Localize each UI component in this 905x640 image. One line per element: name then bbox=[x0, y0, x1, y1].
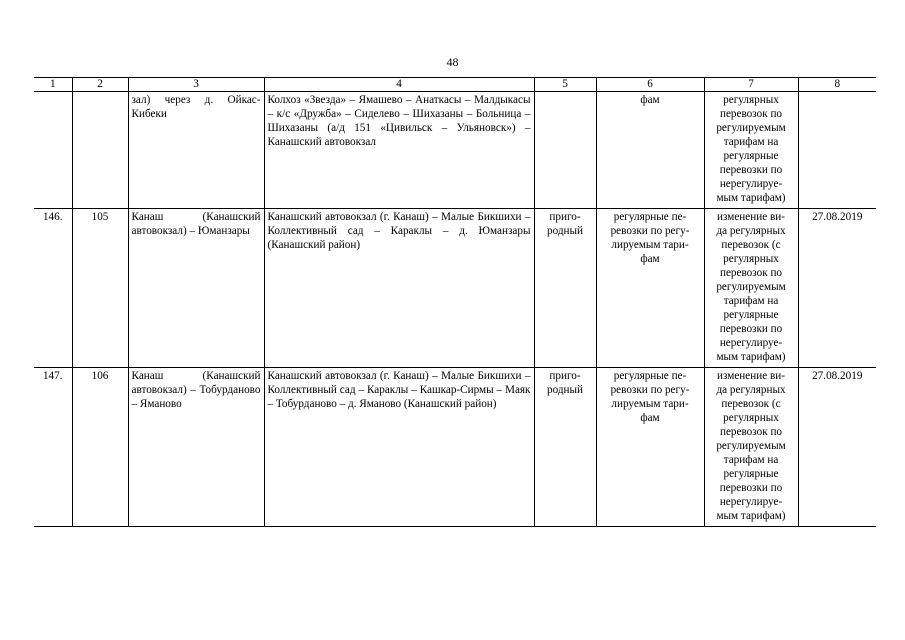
column-header: 8 bbox=[798, 78, 876, 92]
table-row bbox=[34, 368, 876, 527]
route-name: зал) через д. Ойкас-Кибеки bbox=[128, 92, 264, 209]
column-header: 6 bbox=[596, 78, 704, 92]
column-header: 5 bbox=[534, 78, 596, 92]
change-date: 27.08.2019 bbox=[798, 368, 876, 527]
route-path: Колхоз «Звезда» – Ямашево – Анаткасы – Малдыкасы – к/с «Дружба» – Сиделево – Шихазаны – Больница – Шихазаны (а/д 151 «Цивильск – Ульяновск») – Канашский автовокзал bbox=[264, 92, 534, 209]
route-number bbox=[72, 92, 128, 209]
table-row bbox=[34, 92, 876, 209]
route-number: 106 bbox=[72, 368, 128, 527]
row-number bbox=[34, 92, 72, 209]
column-header: 4 bbox=[264, 78, 534, 92]
column-header: 2 bbox=[72, 78, 128, 92]
route-path: Канашский автовокзал (г. Канаш) – Малые Бикшихи – Коллективный сад – Караклы – Кашкар-Сирмы – Маяк – Тобурданово – д. Яманово (Канашский район) bbox=[264, 368, 534, 527]
change-description: регулярных перевозок по регулируемым тарифам на регулярные перевозки по нерегулируе- мым тарифам) bbox=[704, 92, 798, 209]
change-date: 27.08.2019 bbox=[798, 209, 876, 368]
column-header: 3 bbox=[128, 78, 264, 92]
change-description: изменение ви- да регулярных перевозок (с регулярных перевозок по регулируемым тарифам на регулярные перевозки по нерегулируе- мым тарифам) bbox=[704, 368, 798, 527]
route-kind: приго- родный bbox=[534, 209, 596, 368]
route-number: 105 bbox=[72, 209, 128, 368]
table-row bbox=[34, 209, 876, 368]
row-number: 147. bbox=[34, 368, 72, 527]
column-header: 7 bbox=[704, 78, 798, 92]
transport-mode: регулярные пе- ревозки по регу- лируемым тари- фам bbox=[596, 209, 704, 368]
change-description: изменение ви- да регулярных перевозок (с регулярных перевозок по регулируемым тарифам на регулярные перевозки по нерегулируе- мым тарифам) bbox=[704, 209, 798, 368]
column-header: 1 bbox=[34, 78, 72, 92]
route-kind: приго- родный bbox=[534, 368, 596, 527]
change-date bbox=[798, 92, 876, 209]
route-registry-table bbox=[34, 77, 876, 527]
route-name: Канаш (Канашский автовокзал) – Юманзары bbox=[128, 209, 264, 368]
row-number: 146. bbox=[34, 209, 72, 368]
page-number: 48 bbox=[446, 55, 459, 69]
route-kind bbox=[534, 92, 596, 209]
transport-mode: фам bbox=[596, 92, 704, 209]
header-row bbox=[34, 78, 876, 92]
route-name: Канаш (Канашский автовокзал) – Тобурданово – Яманово bbox=[128, 368, 264, 527]
route-path: Канашский автовокзал (г. Канаш) – Малые Бикшихи – Коллективный сад – Караклы – д. Юманзары (Канашский район) bbox=[264, 209, 534, 368]
transport-mode: регулярные пе- ревозки по регу- лируемым тари- фам bbox=[596, 368, 704, 527]
